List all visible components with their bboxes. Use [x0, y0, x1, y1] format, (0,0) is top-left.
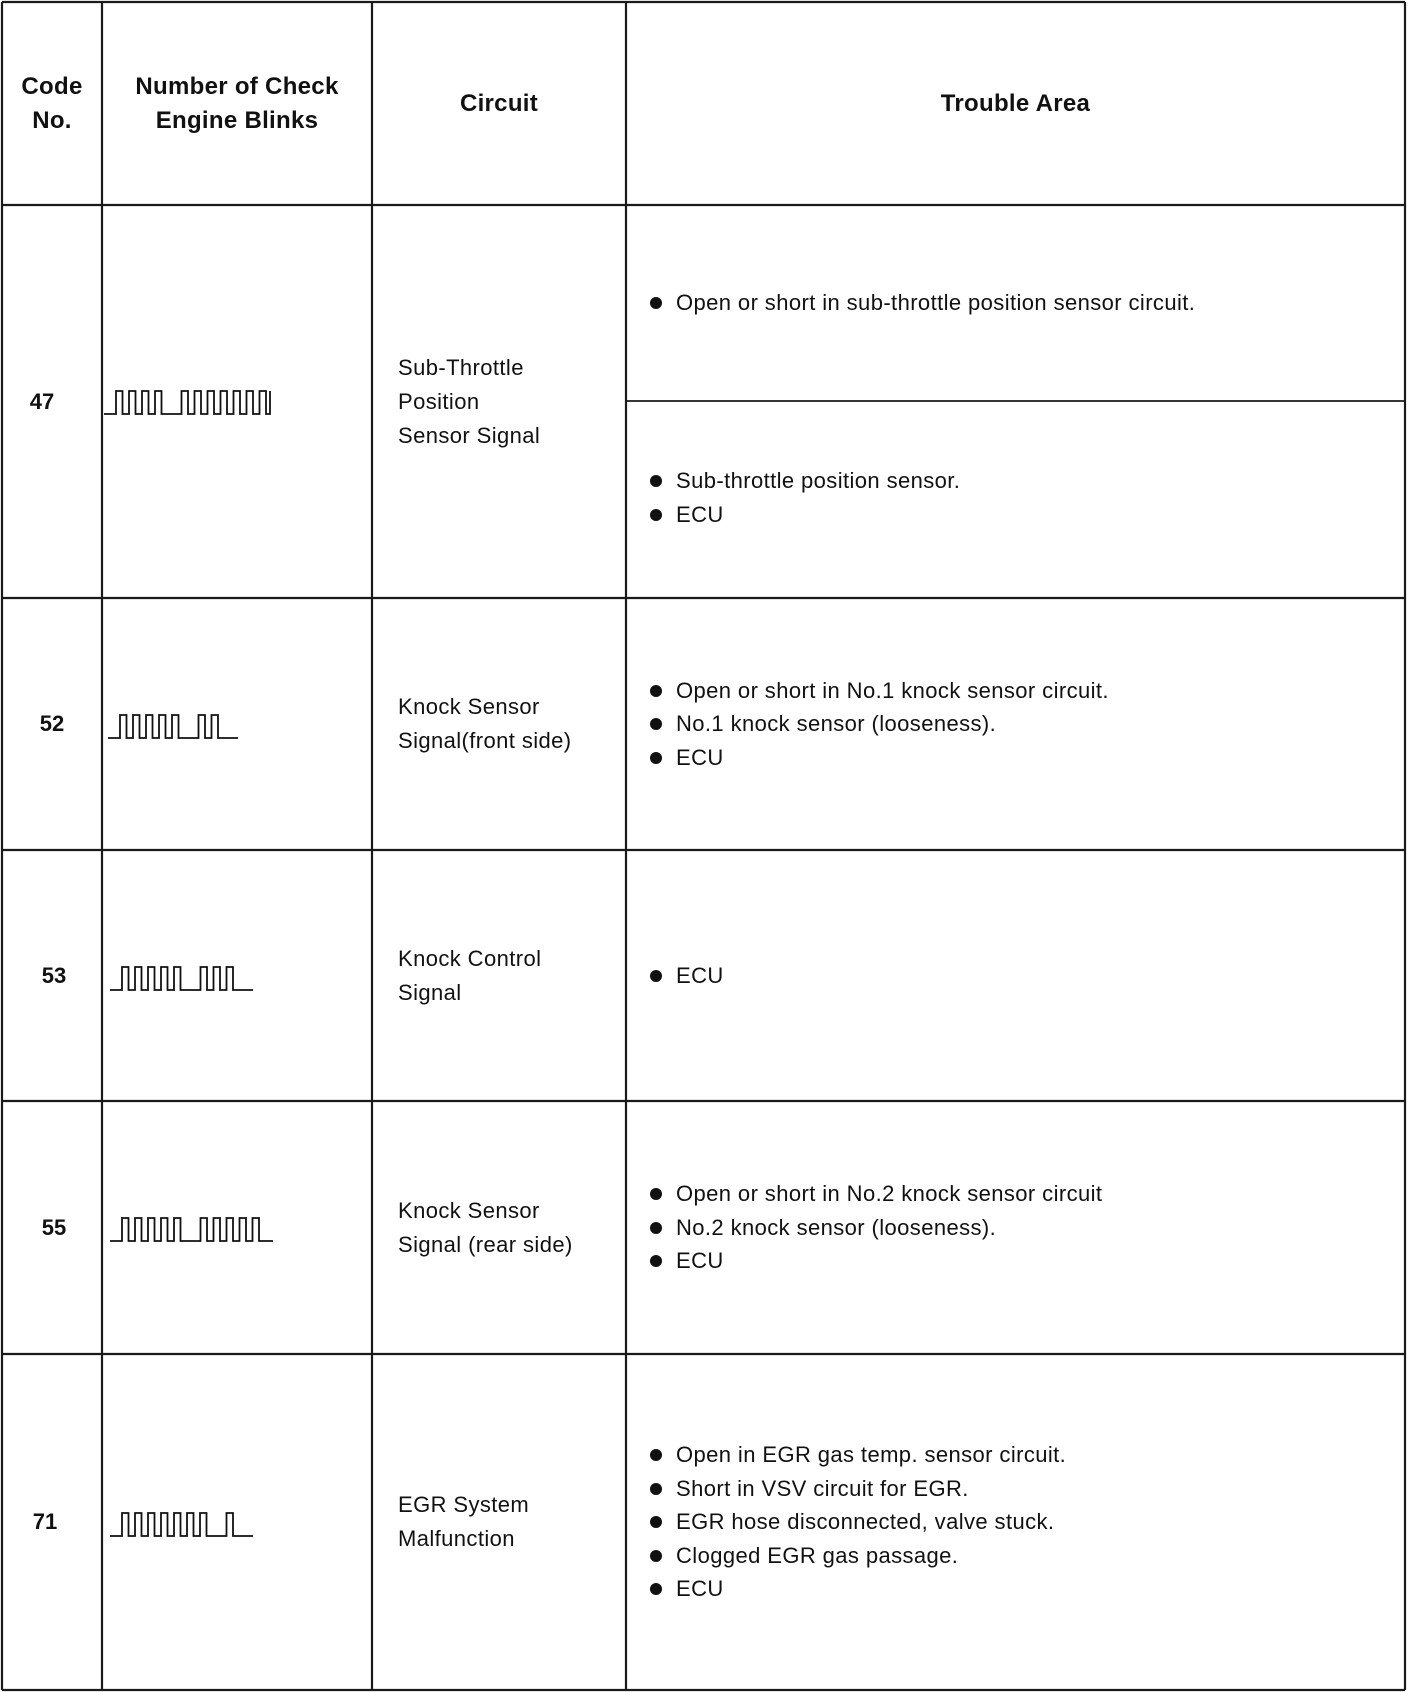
code-cell: 53	[41, 962, 67, 988]
trouble-item: Clogged EGR gas passage.	[648, 1539, 1066, 1573]
blink-pulse-path	[104, 391, 270, 414]
blink-pattern-icon	[110, 1215, 370, 1245]
trouble-item: Short in VSV circuit for EGR.	[648, 1472, 1066, 1506]
trouble-area-cell	[626, 850, 1405, 1101]
circuit-cell: Knock Sensor Signal (rear side)	[398, 1197, 573, 1257]
circuit-cell: Knock Sensor Signal(front side)	[398, 694, 572, 753]
header-circuit: Circuit	[459, 89, 539, 117]
code-cell: 52	[39, 711, 65, 736]
trouble-item: ECU	[648, 1572, 1066, 1606]
blink-pattern-icon	[110, 1510, 370, 1540]
trouble-item: Open or short in No.1 knock sensor circuit.	[648, 674, 1109, 708]
trouble-area-cell	[626, 402, 1405, 598]
circuit-cell: EGR System Malfunction	[398, 1492, 530, 1551]
code-cell: 47	[29, 388, 55, 414]
trouble-item: ECU	[648, 498, 960, 532]
trouble-item: ECU	[648, 959, 724, 993]
trouble-item: ECU	[648, 1244, 1102, 1278]
trouble-item: Open or short in sub-throttle position sensor circuit.	[648, 286, 1195, 320]
blink-pulse-path	[110, 967, 253, 990]
trouble-area-cell	[626, 1101, 1405, 1354]
header-number-of-blinks: Number of Check Engine Blinks	[135, 72, 339, 134]
trouble-item: Open in EGR gas temp. sensor circuit.	[648, 1438, 1066, 1472]
circuit-cell: Sub-Throttle Position Sensor Signal	[398, 354, 541, 448]
trouble-area-cell	[626, 1354, 1405, 1690]
trouble-item: No.2 knock sensor (looseness).	[648, 1211, 1102, 1245]
blink-pulse-path	[108, 715, 238, 738]
code-cell: 55	[41, 1214, 67, 1240]
trouble-area-cell	[626, 205, 1405, 401]
trouble-item: No.1 knock sensor (looseness).	[648, 707, 1109, 741]
blink-pattern-icon	[110, 964, 370, 994]
blink-pattern-icon	[108, 712, 370, 742]
header-trouble-area: Trouble Area	[940, 89, 1091, 117]
blink-pulse-path	[110, 1513, 253, 1536]
blink-pattern-icon	[104, 388, 370, 418]
trouble-area-cell	[626, 598, 1405, 850]
blink-pulse-path	[110, 1218, 273, 1241]
code-cell: 71	[32, 1509, 58, 1534]
trouble-item: EGR hose disconnected, valve stuck.	[648, 1505, 1066, 1539]
header-code-no: Code No.	[21, 72, 83, 134]
circuit-cell: Knock Control Signal	[398, 945, 542, 1005]
trouble-item: ECU	[648, 741, 1109, 775]
trouble-item: Open or short in No.2 knock sensor circuit	[648, 1177, 1102, 1211]
trouble-item: Sub-throttle position sensor.	[648, 464, 960, 498]
